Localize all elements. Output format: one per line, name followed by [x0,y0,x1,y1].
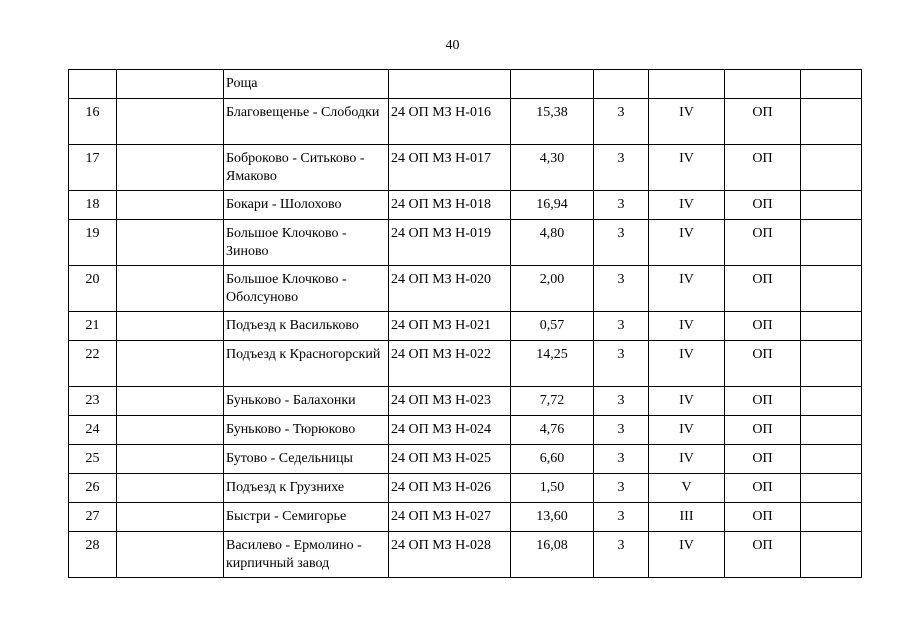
code-cell: 24 ОП МЗ Н-018 [389,191,511,220]
table-row [69,220,862,266]
class-cell: IV [649,387,725,416]
category-cell: 3 [594,387,649,416]
class-cell: IV [649,341,725,387]
empty-cell [801,70,862,99]
num-cell: 16 [69,99,117,145]
length-cell: 0,57 [511,312,594,341]
category-cell: 3 [594,445,649,474]
empty-cell [801,387,862,416]
table-row [69,341,862,387]
class-cell: V [649,474,725,503]
class-cell: IV [649,445,725,474]
empty-cell [801,191,862,220]
category-cell: 3 [594,99,649,145]
length-cell: 13,60 [511,503,594,532]
code-cell [389,70,511,99]
significance-cell: ОП [725,341,801,387]
code-cell: 24 ОП МЗ Н-019 [389,220,511,266]
table-row [69,99,862,145]
empty-cell [801,220,862,266]
length-cell: 6,60 [511,445,594,474]
code-cell: 24 ОП МЗ Н-020 [389,266,511,312]
code-cell: 24 ОП МЗ Н-021 [389,312,511,341]
code-cell: 24 ОП МЗ Н-022 [389,341,511,387]
empty-cell [117,220,224,266]
empty-cell [801,445,862,474]
length-cell: 4,80 [511,220,594,266]
road-name-cell: Бунько​во - Балахонки [224,387,389,416]
category-cell: 3 [594,220,649,266]
empty-cell [801,503,862,532]
significance-cell: ОП [725,220,801,266]
class-cell: IV [649,145,725,191]
code-cell: 24 ОП МЗ Н-016 [389,99,511,145]
table-row [69,191,862,220]
empty-cell [117,341,224,387]
significance-cell: ОП [725,99,801,145]
roads-table [68,69,862,578]
class-cell: IV [649,312,725,341]
road-name-cell: Боброково - Ситьково - Ямаково [224,145,389,191]
num-cell: 22 [69,341,117,387]
table-row [69,474,862,503]
class-cell: IV [649,99,725,145]
table-row [69,532,862,578]
category-cell: 3 [594,145,649,191]
significance-cell: ОП [725,445,801,474]
code-cell: 24 ОП МЗ Н-028 [389,532,511,578]
length-cell: 7,72 [511,387,594,416]
num-cell: 25 [69,445,117,474]
significance-cell: ОП [725,503,801,532]
road-name-cell: Большое Клочково - Оболсуново [224,266,389,312]
empty-cell [117,145,224,191]
category-cell: 3 [594,266,649,312]
empty-cell [117,532,224,578]
num-cell: 21 [69,312,117,341]
table-row [69,445,862,474]
empty-cell [117,387,224,416]
length-cell: 2,00 [511,266,594,312]
empty-cell [117,416,224,445]
significance-cell: ОП [725,387,801,416]
class-cell: IV [649,532,725,578]
category-cell: 3 [594,312,649,341]
length-cell: 16,94 [511,191,594,220]
length-cell: 15,38 [511,99,594,145]
num-cell: 24 [69,416,117,445]
num-cell: 17 [69,145,117,191]
category-cell [594,70,649,99]
empty-cell [801,266,862,312]
table-row [69,312,862,341]
table-row [69,503,862,532]
class-cell [649,70,725,99]
road-name-cell: Василево - Ермолино - кирпичный завод [224,532,389,578]
significance-cell: ОП [725,145,801,191]
num-cell: 23 [69,387,117,416]
class-cell: IV [649,220,725,266]
significance-cell: ОП [725,266,801,312]
empty-cell [801,341,862,387]
empty-cell [801,145,862,191]
road-name-cell: Бокари - Шолохово [224,191,389,220]
road-name-cell: Благовещенье - Слободки [224,99,389,145]
table-row [69,70,862,99]
category-cell: 3 [594,532,649,578]
num-cell: 26 [69,474,117,503]
length-cell: 14,25 [511,341,594,387]
category-cell: 3 [594,416,649,445]
num-cell: 18 [69,191,117,220]
code-cell: 24 ОП МЗ Н-025 [389,445,511,474]
class-cell: IV [649,416,725,445]
code-cell: 24 ОП МЗ Н-017 [389,145,511,191]
empty-cell [117,503,224,532]
empty-cell [801,312,862,341]
significance-cell: ОП [725,532,801,578]
empty-cell [117,99,224,145]
road-name-cell: Роща [224,70,389,99]
empty-cell [801,99,862,145]
code-cell: 24 ОП МЗ Н-026 [389,474,511,503]
length-cell: 16,08 [511,532,594,578]
num-cell: 27 [69,503,117,532]
length-cell [511,70,594,99]
empty-cell [117,312,224,341]
empty-cell [801,474,862,503]
code-cell: 24 ОП МЗ Н-027 [389,503,511,532]
num-cell: 19 [69,220,117,266]
category-cell: 3 [594,191,649,220]
class-cell: IV [649,191,725,220]
page-number: 40 [445,38,460,53]
significance-cell: ОП [725,312,801,341]
significance-cell [725,70,801,99]
road-name-cell: Подъезд к Красногорский [224,341,389,387]
empty-cell [117,70,224,99]
road-name-cell: Большое Клочково - Зиново [224,220,389,266]
road-name-cell: Быстри - Семигорье [224,503,389,532]
code-cell: 24 ОП МЗ Н-023 [389,387,511,416]
table-row [69,145,862,191]
length-cell: 1,50 [511,474,594,503]
road-name-cell: Подъезд к Грузнихе [224,474,389,503]
road-name-cell: Бутово - Седельницы [224,445,389,474]
category-cell: 3 [594,474,649,503]
significance-cell: ОП [725,416,801,445]
category-cell: 3 [594,341,649,387]
num-cell: 20 [69,266,117,312]
class-cell: IV [649,266,725,312]
road-name-cell: Подъезд к Васильково [224,312,389,341]
num-cell: 28 [69,532,117,578]
class-cell: III [649,503,725,532]
code-cell: 24 ОП МЗ Н-024 [389,416,511,445]
significance-cell: ОП [725,474,801,503]
num-cell [69,70,117,99]
empty-cell [117,266,224,312]
empty-cell [117,474,224,503]
empty-cell [801,416,862,445]
table-row [69,416,862,445]
category-cell: 3 [594,503,649,532]
empty-cell [117,445,224,474]
table-row [69,266,862,312]
empty-cell [801,532,862,578]
length-cell: 4,30 [511,145,594,191]
empty-cell [117,191,224,220]
significance-cell: ОП [725,191,801,220]
table-row [69,387,862,416]
length-cell: 4,76 [511,416,594,445]
road-name-cell: Бунько​во - Тюрюково [224,416,389,445]
